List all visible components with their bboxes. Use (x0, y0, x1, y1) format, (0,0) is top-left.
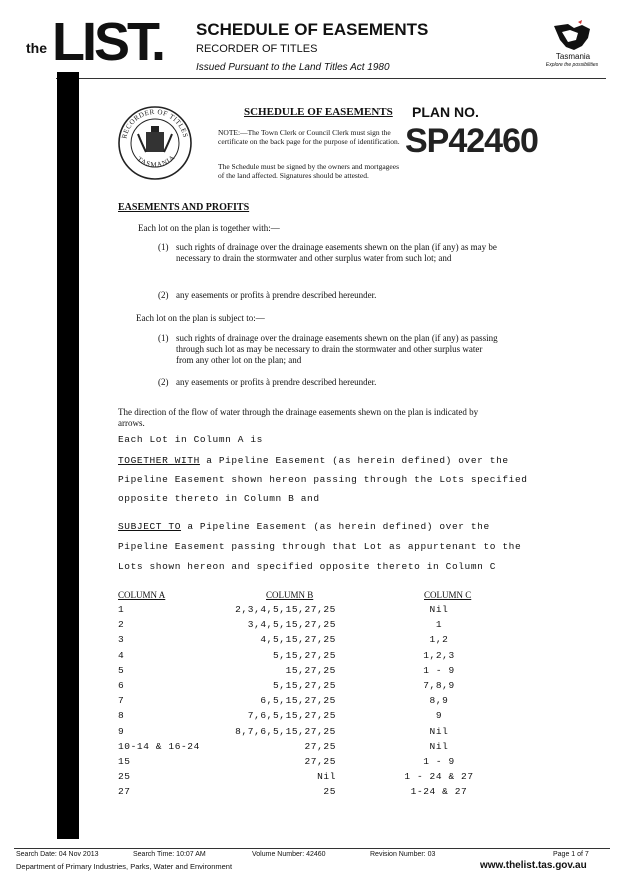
subject-to-label: SUBJECT TO (118, 521, 182, 532)
svg-text:TASMANIA (136, 153, 177, 169)
together-1-num: (1) (158, 242, 169, 252)
logo-the: the (26, 40, 47, 56)
scan-margin-bar (57, 72, 79, 839)
signature-note: The Schedule must be signed by the owners and mortgagees of the land affected. Signatures should be attested. (218, 162, 399, 180)
cell-column-a: 8 (118, 710, 125, 721)
column-b-header: COLUMN B (266, 590, 314, 600)
page-number: Page 1 of 7 (553, 851, 589, 858)
header-divider (56, 78, 606, 79)
together-with-line2: Pipeline Easement shown hereon passing through the Lots specified (118, 474, 528, 485)
together-2-num: (2) (158, 290, 169, 300)
schedule-heading: SCHEDULE OF EASEMENTS (244, 106, 393, 118)
search-date: Search Date: 04 Nov 2013 (16, 851, 99, 858)
cell-column-b: Nil (317, 771, 336, 782)
recorder-seal (116, 104, 194, 182)
cell-column-b: 27,25 (304, 741, 336, 752)
together-intro: Each lot on the plan is together with:— (138, 223, 280, 233)
revision-number: Revision Number: 03 (370, 851, 436, 858)
subject-1-text: such rights of drainage over the drainage easements shewn on the plan (if any) as passing through such lot as may be necessary to drain the stormwater and other surplus water from any other lot on the plan; and (176, 333, 498, 365)
together-with-line1 (118, 455, 509, 466)
volume-number: Volume Number: 42460 (252, 851, 326, 858)
tasmania-tagline: Explore the possibilities (545, 62, 599, 68)
cell-column-b: 8,7,6,5,15,27,25 (235, 726, 336, 737)
seal-text-bottom: TASMANIA (135, 153, 177, 169)
clerk-note: NOTE:—The Town Clerk or Council Clerk must sign the certificate on the back page for the purpose of identification. (218, 128, 400, 146)
tasmania-name: Tasmania (555, 52, 591, 61)
cell-column-c: 1 - 9 (423, 665, 455, 676)
cell-column-c: 9 (435, 710, 443, 721)
tasmania-logo-icon (548, 20, 596, 54)
cell-column-a: 7 (118, 695, 125, 706)
column-c-header: COLUMN C (424, 590, 472, 600)
subject-2-num: (2) (158, 377, 169, 387)
cell-column-a: 10-14 & 16-24 (118, 741, 200, 752)
cell-column-c: 1-24 & 27 (410, 786, 468, 797)
cell-column-b: 15,27,25 (285, 665, 336, 676)
page-subtitle: RECORDER OF TITLES (196, 43, 318, 55)
subject-2-text: any easements or profits à prendre described hereunder. (176, 377, 377, 387)
cell-column-b: 27,25 (304, 756, 336, 767)
column-a-header: COLUMN A (118, 590, 166, 600)
subject-1-num: (1) (158, 333, 169, 343)
column-a-intro: Each Lot in Column A is (118, 434, 263, 445)
cell-column-c: Nil (429, 726, 449, 737)
easements-heading: EASEMENTS AND PROFITS (118, 202, 250, 213)
cell-column-b: 5,15,27,25 (272, 680, 336, 691)
together-with-text1: a Pipeline Easement (as herein defined) over the (199, 455, 509, 466)
cell-column-b: 4,5,15,27,25 (260, 634, 336, 645)
page-title: SCHEDULE OF EASEMENTS (196, 20, 429, 39)
cell-column-c: 1,2,3 (423, 650, 455, 661)
together-with-label: TOGETHER WITH (118, 455, 200, 466)
together-with-line3: opposite thereto in Column B and (118, 493, 320, 504)
cell-column-b: 7,6,5,15,27,25 (247, 710, 336, 721)
cell-column-a: 5 (118, 665, 125, 676)
plan-label: PLAN NO. (412, 104, 479, 120)
footer-divider (14, 848, 610, 849)
cell-column-b: 3,4,5,15,27,25 (247, 619, 336, 630)
cell-column-a: 1 (118, 604, 125, 615)
cell-column-a: 9 (118, 726, 125, 737)
cell-column-c: 1 - 24 & 27 (404, 771, 474, 782)
cell-column-a: 25 (118, 771, 131, 782)
cell-column-b: 6,5,15,27,25 (260, 695, 336, 706)
cell-column-c: Nil (429, 604, 449, 615)
logo-list: LIST. (52, 12, 164, 72)
search-time: Search Time: 10:07 AM (133, 851, 206, 858)
subject-to-text1: a Pipeline Easement (as herein defined) over the (181, 521, 490, 532)
cell-column-c: Nil (429, 741, 449, 752)
cell-column-c: 1 - 9 (423, 756, 455, 767)
subject-to-line2: Pipeline Easement passing through that Lot as appurtenant to the (118, 541, 522, 552)
cell-column-a: 15 (118, 756, 131, 767)
cell-column-a: 3 (118, 634, 125, 645)
subject-to-line1 (118, 521, 498, 532)
together-1-text: such rights of drainage over the drainage easements shewn on the plan (if any) as may be necessary to drain the stormwater and other surplus water from such lot; and (176, 242, 497, 263)
cell-column-c: 1 (435, 619, 443, 630)
website-link[interactable]: www.thelist.tas.gov.au (480, 860, 587, 871)
cell-column-a: 27 (118, 786, 131, 797)
cell-column-a: 2 (118, 619, 125, 630)
seal-text-top: RECORDER OF TITLES (120, 107, 190, 140)
cell-column-a: 6 (118, 680, 125, 691)
subject-to-line3: Lots shown hereon and specified opposite thereto in Column C (118, 561, 497, 572)
cell-column-c: 7,8,9 (423, 680, 455, 691)
cell-column-c: 1,2 (429, 634, 449, 645)
together-2-text: any easements or profits à prendre described hereunder. (176, 290, 377, 300)
cell-column-a: 4 (118, 650, 125, 661)
direction-note: The direction of the flow of water through the drainage easements shewn on the plan is indicated by arrows. (118, 407, 479, 428)
cell-column-b: 25 (323, 786, 336, 797)
cell-column-b: 2,3,4,5,15,27,25 (235, 604, 336, 615)
subject-intro: Each lot on the plan is subject to:— (136, 313, 265, 323)
cell-column-c: 8,9 (429, 695, 449, 706)
act-reference: Issued Pursuant to the Land Titles Act 1980 (196, 62, 390, 73)
department-name: Department of Primary Industries, Parks, Water and Environment (16, 862, 233, 871)
cell-column-b: 5,15,27,25 (272, 650, 336, 661)
plan-number: SP42460 (405, 122, 538, 160)
